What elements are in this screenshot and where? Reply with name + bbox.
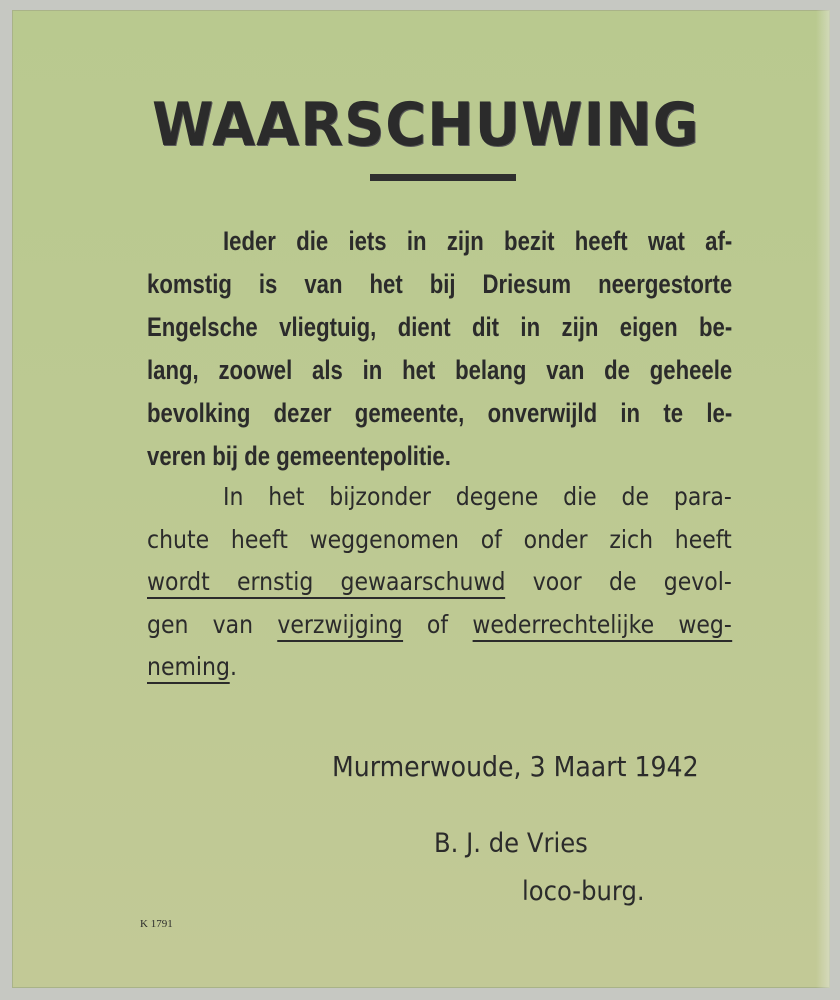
paragraph-notice (147, 220, 732, 478)
underlined-phrase-taking: neming (147, 652, 230, 684)
paragraph-parachute-line-3: wordt ernstig gewaarschuwd voor de gevol- (147, 561, 732, 604)
paragraph-parachute-line-1: In het bijzonder degene die de para- (223, 482, 732, 511)
paragraph-parachute-line-2: chute heeft weggenomen of onder zich heeft (147, 524, 732, 554)
signer-role: loco-burg. (522, 876, 645, 907)
paragraph-notice-line-5: bevolking dezer gemeente, onverwijld in te le- (147, 398, 733, 428)
paragraph-notice-line-3: Engelsche vliegtuig, dient dit in zijn eigen be- (147, 312, 733, 342)
catalog-number: K 1791 (140, 918, 173, 930)
paragraph-notice-line-2: komstig is van het bij Driesum neergestorte (147, 269, 733, 299)
paragraph-notice-line-1: Ieder die iets in zijn bezit heeft wat af- (223, 226, 733, 256)
underlined-phrase-concealment: verzwijging (277, 610, 402, 642)
paragraph-parachute-warning (147, 476, 732, 689)
warning-poster (12, 10, 830, 988)
title-underline-rule (370, 174, 516, 181)
paragraph-parachute-line-4: gen van verzwijging of wederrechtelijke weg- (147, 604, 732, 647)
paragraph-parachute-line-5: neming. (147, 646, 732, 689)
paragraph-notice-line-4: lang, zoowel als in het belang van de geheele (147, 355, 733, 385)
poster-title: WAARSCHUWING (152, 90, 700, 160)
underlined-phrase-warned: wordt ernstig gewaarschuwd (147, 567, 505, 599)
place-and-date: Murmerwoude, 3 Maart 1942 (332, 750, 699, 783)
underlined-phrase-unlawful: wederrechtelijke weg- (472, 610, 731, 642)
paragraph-notice-line-6: veren bij de gemeentepolitie. (147, 441, 451, 471)
signer-name: B. J. de Vries (434, 828, 588, 859)
